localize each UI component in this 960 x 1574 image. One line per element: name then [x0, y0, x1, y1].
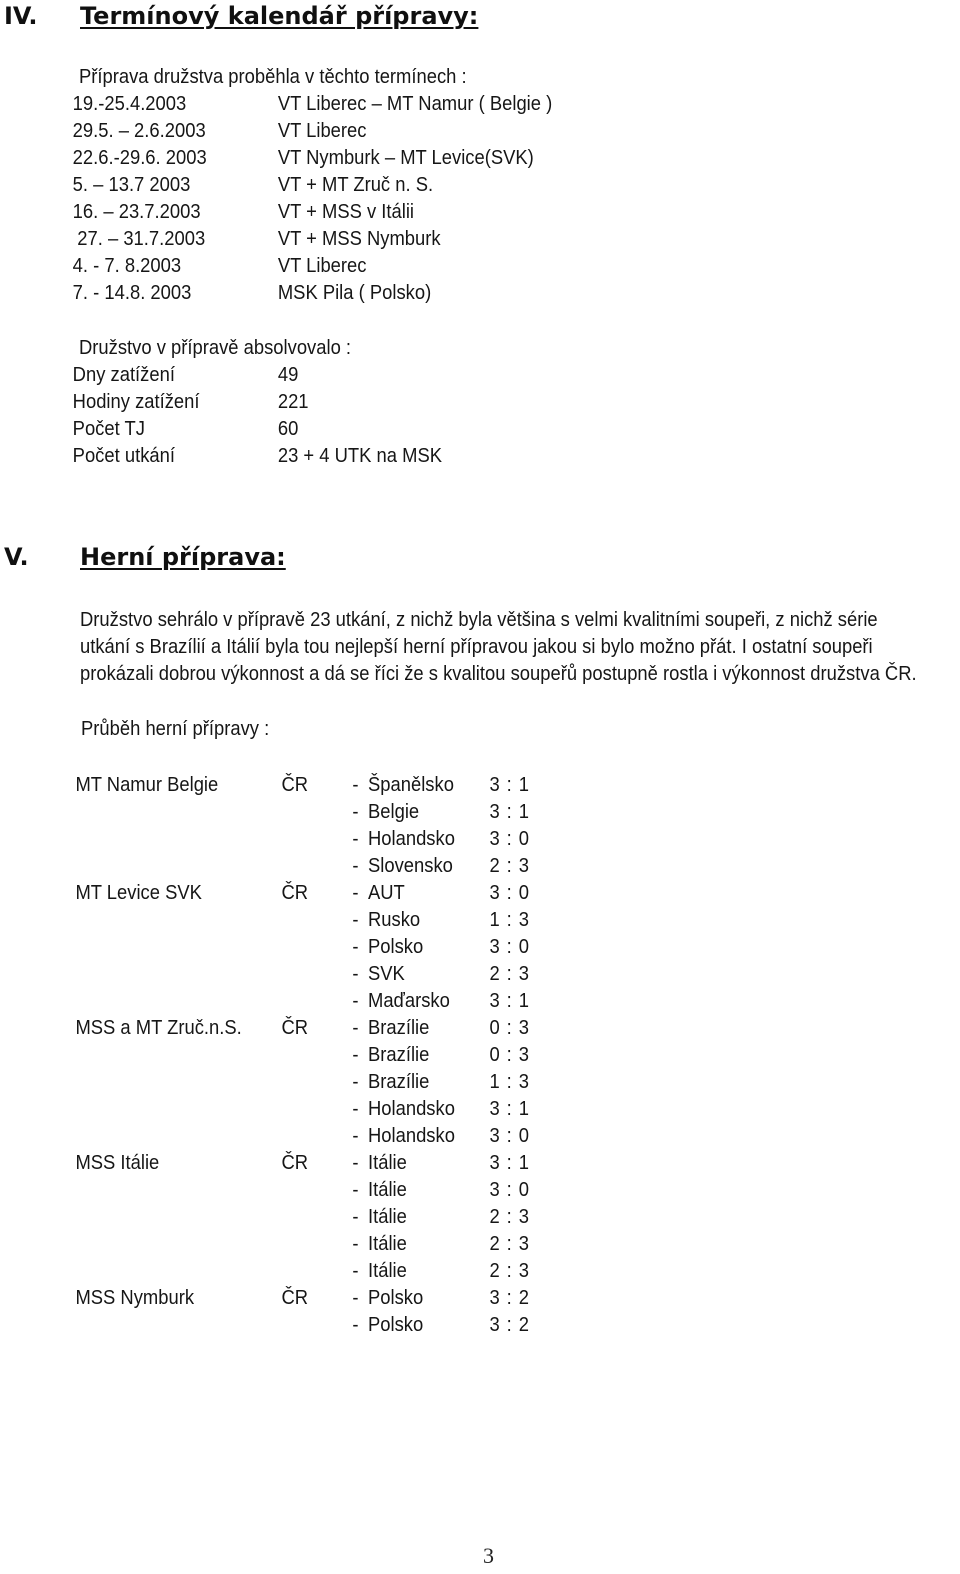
- progress-heading: Průběh herní přípravy :: [81, 718, 270, 740]
- schedule-event: MSK Pila ( Polsko): [277, 282, 432, 304]
- summary-label: Počet TJ: [72, 418, 145, 440]
- summary-row: [0, 362, 883, 389]
- match-score: 2 : 3: [489, 1260, 530, 1282]
- schedule-dates: 7. - 14.8. 2003: [72, 282, 192, 304]
- schedule-event: VT Liberec: [277, 255, 367, 277]
- match-opponent: Itálie: [368, 1152, 407, 1174]
- match-score: 3 : 1: [489, 1098, 530, 1120]
- match-row: [0, 1042, 883, 1069]
- schedule-dates: 27. – 31.7.2003: [77, 228, 206, 250]
- schedule-event: VT + MSS v Itálii: [277, 201, 415, 223]
- match-row: [0, 1177, 883, 1204]
- summary-row: [0, 443, 883, 470]
- summary-value: 221: [277, 391, 309, 413]
- match-row: [0, 1069, 883, 1096]
- match-score: 3 : 1: [489, 990, 530, 1012]
- schedule-event: VT + MSS Nymburk: [277, 228, 441, 250]
- section-v-number: V.: [4, 543, 29, 571]
- match-row: [0, 1123, 883, 1150]
- match-dash: -: [352, 1125, 359, 1147]
- match-score: 3 : 1: [489, 1152, 530, 1174]
- match-score: 3 : 0: [489, 1125, 530, 1147]
- match-opponent: SVK: [368, 963, 405, 985]
- match-opponent: Brazílie: [368, 1017, 430, 1039]
- match-dash: -: [352, 936, 359, 958]
- match-score: 3 : 0: [489, 1179, 530, 1201]
- match-dash: -: [352, 855, 359, 877]
- match-dash: -: [352, 882, 359, 904]
- match-row: [0, 1312, 883, 1339]
- match-row: [0, 1150, 883, 1177]
- match-row: [0, 907, 883, 934]
- match-opponent: Itálie: [368, 1179, 407, 1201]
- match-score: 1 : 3: [489, 1071, 530, 1093]
- match-team: ČR: [281, 1017, 309, 1039]
- match-row: [0, 1204, 883, 1231]
- match-row: [0, 853, 883, 880]
- paragraph-text: utkání s Brazílií a Itálií byla tou nejlepší herní přípravou jakou si bylo možno přát. I ostatní soupeři: [80, 636, 873, 658]
- match-opponent: Maďarsko: [368, 990, 450, 1012]
- schedule-row: [0, 280, 883, 307]
- match-dash: -: [352, 1152, 359, 1174]
- match-score: 2 : 3: [489, 963, 530, 985]
- match-opponent: Brazílie: [368, 1044, 430, 1066]
- match-opponent: Holandsko: [368, 828, 455, 850]
- section-v-title: Herní příprava:: [80, 543, 286, 571]
- match-opponent: Rusko: [368, 909, 421, 931]
- match-dash: -: [352, 1314, 359, 1336]
- schedule-dates: 5. – 13.7 2003: [72, 174, 191, 196]
- summary-label: Hodiny zatížení: [72, 391, 200, 413]
- match-opponent: Itálie: [368, 1206, 407, 1228]
- match-dash: -: [352, 1044, 359, 1066]
- match-opponent: Belgie: [368, 801, 420, 823]
- match-score: 2 : 3: [489, 855, 530, 877]
- match-dash: -: [352, 1179, 359, 1201]
- match-score: 3 : 0: [489, 882, 530, 904]
- match-dash: -: [352, 828, 359, 850]
- schedule-event: VT Liberec – MT Namur ( Belgie ): [277, 93, 553, 115]
- schedule-intro: Příprava družstva proběhla v těchto termínech :: [79, 66, 467, 88]
- match-dash: -: [352, 1098, 359, 1120]
- schedule-row: [0, 226, 883, 253]
- match-row: [0, 1285, 883, 1312]
- summary-row: [0, 416, 883, 443]
- schedule-row: [0, 118, 883, 145]
- summary-value: 23 + 4 UTK na MSK: [277, 445, 442, 467]
- paragraph-line: [80, 661, 917, 688]
- schedule-dates: 29.5. – 2.6.2003: [72, 120, 206, 142]
- match-dash: -: [352, 1206, 359, 1228]
- match-opponent: Polsko: [368, 1314, 424, 1336]
- match-row: [0, 988, 883, 1015]
- paragraph-text: prokázali dobrou výkonnost a dá se říci že s kvalitou soupeřů postupně rostla i výkonnost družstva ČR.: [80, 663, 917, 685]
- match-opponent: Itálie: [368, 1233, 407, 1255]
- match-opponent: Holandsko: [368, 1098, 455, 1120]
- summary-intro: Družstvo v přípravě absolvovalo :: [79, 337, 352, 359]
- match-event: MT Namur Belgie: [75, 774, 219, 796]
- match-team: ČR: [281, 1152, 309, 1174]
- match-row: [0, 799, 883, 826]
- page-number: 3: [483, 1543, 494, 1568]
- match-dash: -: [352, 990, 359, 1012]
- schedule-row: [0, 199, 883, 226]
- match-row: [0, 1015, 883, 1042]
- match-row: [0, 961, 883, 988]
- section-v-paragraph: [80, 607, 917, 688]
- match-row: [0, 880, 883, 907]
- match-score: 3 : 2: [489, 1314, 530, 1336]
- match-row: [0, 1096, 883, 1123]
- summary-value: 60: [277, 418, 299, 440]
- paragraph-line: [80, 607, 890, 634]
- match-opponent: Polsko: [368, 936, 424, 958]
- schedule-dates: 22.6.-29.6. 2003: [72, 147, 207, 169]
- schedule-row: [0, 91, 883, 118]
- section-iv-title: Termínový kalendář přípravy:: [80, 2, 479, 30]
- match-dash: -: [352, 774, 359, 796]
- match-team: ČR: [281, 774, 309, 796]
- match-event: MSS Itálie: [75, 1152, 160, 1174]
- match-event: MSS Nymburk: [75, 1287, 195, 1309]
- schedule-dates: 19.-25.4.2003: [72, 93, 187, 115]
- schedule-dates: 16. – 23.7.2003: [72, 201, 201, 223]
- match-row: [0, 1258, 883, 1285]
- summary-label: Počet utkání: [72, 445, 175, 467]
- match-opponent: Polsko: [368, 1287, 424, 1309]
- match-opponent: Slovensko: [368, 855, 453, 877]
- match-opponent: Holandsko: [368, 1125, 455, 1147]
- match-dash: -: [352, 1260, 359, 1282]
- schedule-dates: 4. - 7. 8.2003: [72, 255, 182, 277]
- summary-value: 49: [277, 364, 299, 386]
- match-row: [0, 1231, 883, 1258]
- match-dash: -: [352, 909, 359, 931]
- match-dash: -: [352, 1233, 359, 1255]
- match-opponent: AUT: [368, 882, 405, 904]
- match-score: 0 : 3: [489, 1044, 530, 1066]
- match-opponent: Itálie: [368, 1260, 407, 1282]
- match-score: 1 : 3: [489, 909, 530, 931]
- match-row: [0, 826, 883, 853]
- match-dash: -: [352, 1017, 359, 1039]
- match-dash: -: [352, 801, 359, 823]
- match-dash: -: [352, 1071, 359, 1093]
- match-score: 2 : 3: [489, 1233, 530, 1255]
- schedule-event: VT Nymburk – MT Levice(SVK): [277, 147, 534, 169]
- match-opponent: Brazílie: [368, 1071, 430, 1093]
- schedule-row: [0, 253, 883, 280]
- paragraph-line: [80, 634, 890, 661]
- match-score: 3 : 0: [489, 828, 530, 850]
- schedule-row: [0, 145, 883, 172]
- paragraph-text: Družstvo sehrálo v přípravě 23 utkání, z nichž byla většina s velmi kvalitními soupeři, z nichž série: [80, 609, 878, 631]
- match-score: 3 : 1: [489, 801, 530, 823]
- match-opponent: Španělsko: [368, 774, 454, 796]
- match-team: ČR: [281, 1287, 309, 1309]
- summary-label: Dny zatížení: [72, 364, 175, 386]
- match-event: MSS a MT Zruč.n.S.: [75, 1017, 242, 1039]
- match-row: [0, 934, 883, 961]
- match-score: 3 : 1: [489, 774, 530, 796]
- schedule-event: VT + MT Zruč n. S.: [277, 174, 434, 196]
- match-team: ČR: [281, 882, 309, 904]
- match-dash: -: [352, 963, 359, 985]
- section-iv-number: IV.: [4, 2, 38, 30]
- schedule-event: VT Liberec: [277, 120, 367, 142]
- match-dash: -: [352, 1287, 359, 1309]
- match-score: 2 : 3: [489, 1206, 530, 1228]
- match-score: 3 : 2: [489, 1287, 530, 1309]
- match-row: [0, 772, 883, 799]
- match-score: 0 : 3: [489, 1017, 530, 1039]
- match-event: MT Levice SVK: [75, 882, 202, 904]
- summary-row: [0, 389, 883, 416]
- schedule-row: [0, 172, 883, 199]
- match-score: 3 : 0: [489, 936, 530, 958]
